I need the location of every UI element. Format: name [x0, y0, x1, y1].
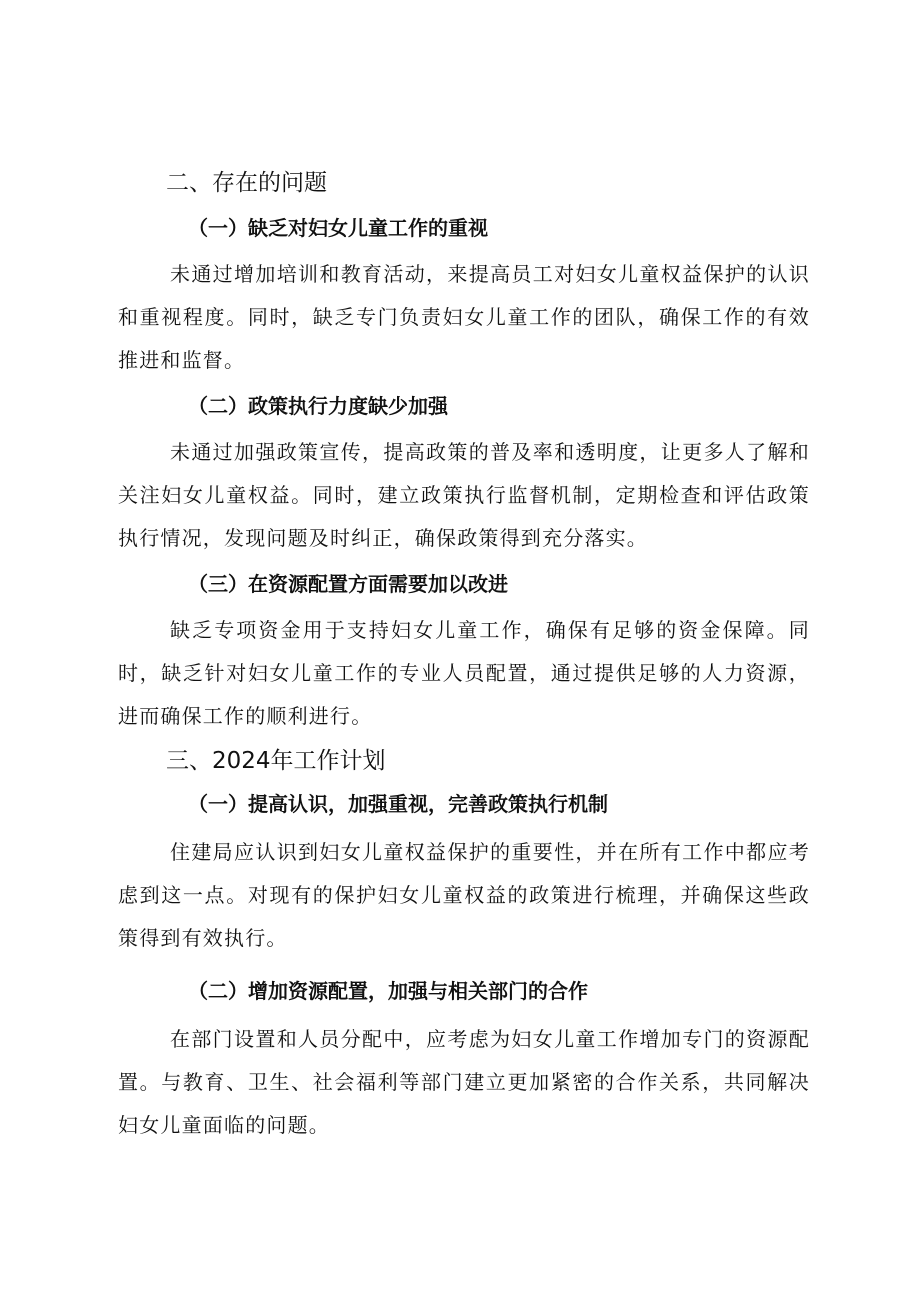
- paragraph-increase-resources: 在部门设置和人员分配中，应考虑为妇女儿童工作增加专门的资源配置。与教育、卫生、社会福利等部门建立更加紧密的合作关系，共同解决妇女儿童面临的问题。: [118, 1027, 810, 1137]
- section-heading-problems: 二、存在的问题: [166, 170, 327, 196]
- paragraph-lack-of-attention: 未通过增加培训和教育活动，来提高员工对妇女儿童权益保护的认识和重视程度。同时，缺乏专门负责妇女儿童工作的团队，确保工作的有效推进和监督。: [118, 262, 810, 372]
- subheading-raise-awareness: （一）提高认识，加强重视，完善政策执行机制: [188, 792, 608, 816]
- subheading-policy-enforcement: （二）政策执行力度缺少加强: [188, 394, 448, 418]
- section-heading-work-plan: 三、2024年工作计划: [166, 748, 386, 774]
- subheading-increase-resources: （二）增加资源配置，加强与相关部门的合作: [188, 979, 588, 1003]
- paragraph-raise-awareness: 住建局应认识到妇女儿童权益保护的重要性，并在所有工作中都应考虑到这一点。对现有的保护妇女儿童权益的政策进行梳理，并确保这些政策得到有效执行。: [118, 840, 810, 950]
- subheading-lack-of-attention: （一）缺乏对妇女儿童工作的重视: [188, 216, 488, 240]
- subheading-resource-allocation: （三）在资源配置方面需要加以改进: [188, 572, 508, 596]
- paragraph-policy-enforcement: 未通过加强政策宣传，提高政策的普及率和透明度，让更多人了解和关注妇女儿童权益。同时，建立政策执行监督机制，定期检查和评估政策执行情况，发现问题及时纠正，确保政策得到充分落实。: [118, 440, 810, 550]
- paragraph-resource-allocation: 缺乏专项资金用于支持妇女儿童工作，确保有足够的资金保障。同时，缺乏针对妇女儿童工作的专业人员配置，通过提供足够的人力资源，进而确保工作的顺利进行。: [118, 618, 810, 728]
